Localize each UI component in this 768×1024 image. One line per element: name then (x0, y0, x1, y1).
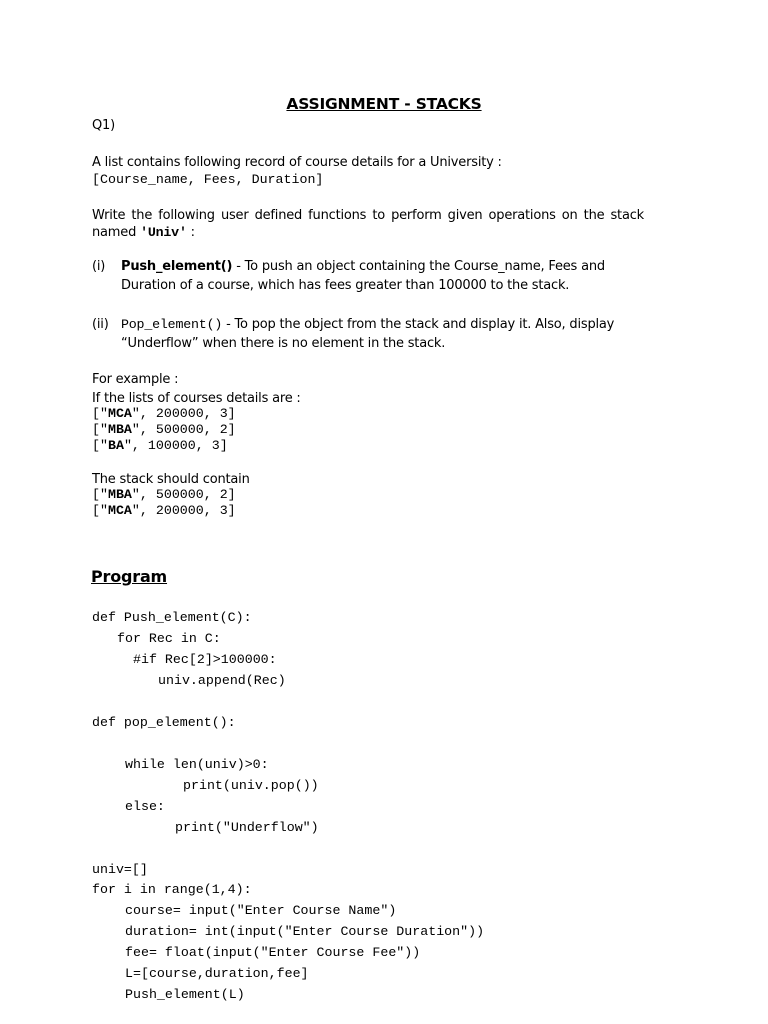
code-line: univ.append(Rec) (158, 673, 286, 688)
record-rest: ", 500000, 2] (131, 487, 236, 502)
code-line: print(univ.pop()) (183, 778, 319, 793)
code-line: Push_element(L) (125, 987, 245, 1002)
example-record (92, 438, 228, 453)
record-rest: ", 500000, 2] (131, 422, 236, 437)
code-line: print("Underflow") (175, 820, 319, 835)
task-1-line-1 (121, 259, 605, 274)
task-marker-2: (ii) (92, 317, 109, 332)
record-rest: ", 200000, 3] (131, 503, 236, 518)
stack-record (92, 487, 236, 502)
code-line: def pop_element(): (92, 715, 236, 730)
program-heading: Program (91, 567, 168, 586)
task-2-line-2: “Underflow” when there is no element in the stack. (121, 336, 446, 351)
record-name: MBA (107, 487, 132, 502)
record-name: MCA (107, 406, 132, 421)
stack-name: 'Univ' (140, 225, 187, 240)
record-rest: ", 100000, 3] (123, 438, 228, 453)
task-marker-1: (i) (92, 259, 106, 274)
code-line: while len(univ)>0: (125, 757, 269, 772)
record-open: [" (92, 406, 108, 421)
code-line: for Rec in C: (117, 631, 221, 646)
code-line: def Push_element(C): (92, 610, 252, 625)
record-name: MCA (107, 503, 132, 518)
stack-record (92, 503, 236, 518)
code-line: L=[course,duration,fee] (125, 966, 309, 981)
code-line: for i in range(1,4): (92, 882, 252, 897)
code-line: else: (125, 799, 165, 814)
record-name: BA (107, 438, 124, 453)
record-name: MBA (107, 422, 132, 437)
page-title: ASSIGNMENT - STACKS (286, 95, 482, 113)
record-open: [" (92, 503, 108, 518)
instruction-line-1: Write the following user defined functions to perform given operations on the stack (92, 208, 644, 223)
example-label: For example : (92, 372, 179, 387)
instruction-suffix: : (186, 225, 195, 240)
record-format: [Course_name, Fees, Duration] (92, 172, 324, 187)
record-open: [" (92, 438, 108, 453)
code-line: fee= float(input("Enter Course Fee")) (125, 945, 421, 960)
task-1-line-2: Duration of a course, which has fees greater than 100000 to the stack. (121, 278, 570, 293)
question-label: Q1) (92, 118, 115, 133)
code-line: duration= int(input("Enter Course Duration")) (125, 924, 485, 939)
stack-label: The stack should contain (92, 472, 250, 487)
task-2-desc-1: - To pop the object from the stack and display it. Also, display (222, 317, 615, 332)
example-record (92, 422, 236, 437)
code-line: univ=[] (92, 862, 148, 877)
pop-element-name: Pop_element() (121, 317, 223, 332)
instruction-prefix: named (92, 225, 141, 240)
task-2-line-1 (121, 317, 614, 332)
record-rest: ", 200000, 3] (131, 406, 236, 421)
instruction-line-2 (92, 225, 195, 240)
intro-text: A list contains following record of course details for a University : (92, 155, 502, 170)
example-record (92, 406, 236, 421)
code-line: course= input("Enter Course Name") (125, 903, 397, 918)
example-intro: If the lists of courses details are : (92, 391, 301, 406)
code-line: #if Rec[2]>100000: (133, 652, 277, 667)
record-open: [" (92, 487, 108, 502)
push-element-name: Push_element() (121, 259, 233, 274)
task-1-desc-1: - To push an object containing the Course_name, Fees and (232, 259, 605, 274)
record-open: [" (92, 422, 108, 437)
